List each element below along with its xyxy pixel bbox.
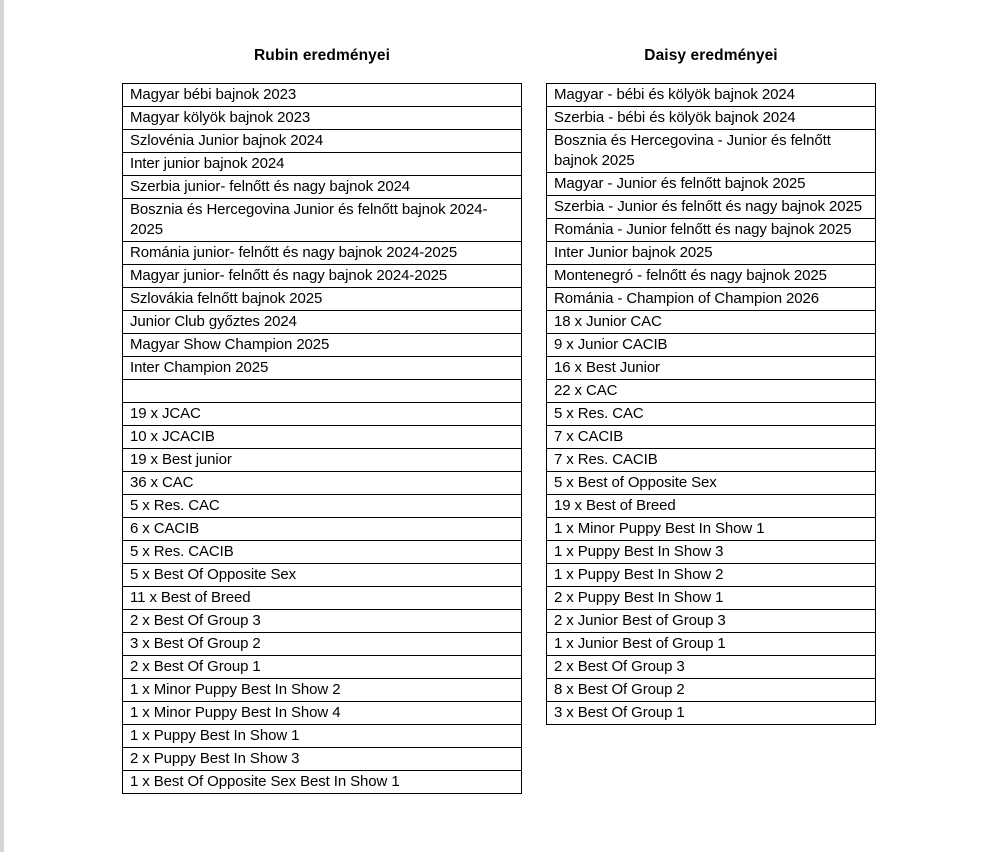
result-cell: Szerbia - Junior és felnőtt és nagy bajnok 2025 [547, 196, 876, 219]
page-left-edge [0, 0, 4, 852]
table-row [123, 84, 522, 107]
daisy-results-section [546, 46, 876, 725]
result-cell [123, 380, 522, 403]
result-cell: 2 x Best Of Group 3 [123, 610, 522, 633]
result-cell: Bosznia és Hercegovina Junior és felnőtt bajnok 2024-2025 [123, 199, 522, 242]
result-cell: Szerbia - bébi és kölyök bajnok 2024 [547, 107, 876, 130]
result-cell: 10 x JCACIB [123, 426, 522, 449]
table-row [123, 357, 522, 380]
result-cell: 1 x Minor Puppy Best In Show 1 [547, 518, 876, 541]
result-cell: 2 x Puppy Best In Show 3 [123, 748, 522, 771]
table-row [123, 153, 522, 176]
result-cell: 5 x Best Of Opposite Sex [123, 564, 522, 587]
table-row [123, 403, 522, 426]
table-row [547, 610, 876, 633]
result-cell: 3 x Best Of Group 2 [123, 633, 522, 656]
daisy-results-body [547, 84, 876, 725]
table-row [547, 173, 876, 196]
table-row [123, 518, 522, 541]
table-row [123, 495, 522, 518]
table-row [547, 357, 876, 380]
table-row [547, 196, 876, 219]
table-row [547, 472, 876, 495]
result-cell: Inter Junior bajnok 2025 [547, 242, 876, 265]
rubin-results-section [122, 46, 522, 794]
rubin-results-table [122, 83, 522, 794]
result-cell: 5 x Res. CAC [547, 403, 876, 426]
result-cell: 2 x Puppy Best In Show 1 [547, 587, 876, 610]
result-cell: 6 x CACIB [123, 518, 522, 541]
result-cell: Magyar kölyök bajnok 2023 [123, 107, 522, 130]
table-row [123, 380, 522, 403]
result-cell: 5 x Res. CACIB [123, 541, 522, 564]
result-cell: Magyar Show Champion 2025 [123, 334, 522, 357]
table-row [123, 656, 522, 679]
result-cell: 16 x Best Junior [547, 357, 876, 380]
table-row [547, 334, 876, 357]
table-row [547, 449, 876, 472]
table-row [123, 610, 522, 633]
table-row [123, 449, 522, 472]
result-cell: 11 x Best of Breed [123, 587, 522, 610]
table-row [547, 702, 876, 725]
table-row [123, 176, 522, 199]
table-row [547, 242, 876, 265]
result-cell: 1 x Junior Best of Group 1 [547, 633, 876, 656]
table-row [547, 311, 876, 334]
table-row [123, 130, 522, 153]
table-row [123, 725, 522, 748]
result-cell: 2 x Best Of Group 3 [547, 656, 876, 679]
table-row [123, 587, 522, 610]
table-row [547, 403, 876, 426]
table-row [123, 334, 522, 357]
table-row [547, 130, 876, 173]
result-cell: 1 x Puppy Best In Show 3 [547, 541, 876, 564]
result-cell: Szerbia junior- felnőtt és nagy bajnok 2024 [123, 176, 522, 199]
table-row [123, 679, 522, 702]
result-cell: 5 x Best of Opposite Sex [547, 472, 876, 495]
result-cell: 19 x JCAC [123, 403, 522, 426]
daisy-results-title: Daisy eredményei [644, 47, 778, 64]
result-cell: 1 x Puppy Best In Show 2 [547, 564, 876, 587]
table-row [547, 633, 876, 656]
table-row [123, 702, 522, 725]
table-row [123, 771, 522, 794]
result-cell: Románia - Junior felnőtt és nagy bajnok 2025 [547, 219, 876, 242]
result-cell: Magyar bébi bajnok 2023 [123, 84, 522, 107]
table-row [123, 311, 522, 334]
table-row [123, 199, 522, 242]
result-cell: 3 x Best Of Group 1 [547, 702, 876, 725]
result-cell: Szlovénia Junior bajnok 2024 [123, 130, 522, 153]
table-row [123, 472, 522, 495]
table-row [547, 656, 876, 679]
table-row [547, 679, 876, 702]
result-cell: Szlovákia felnőtt bajnok 2025 [123, 288, 522, 311]
table-row [123, 564, 522, 587]
result-cell: 19 x Best of Breed [547, 495, 876, 518]
daisy-results-table [546, 83, 876, 725]
result-cell: 19 x Best junior [123, 449, 522, 472]
result-cell: Románia junior- felnőtt és nagy bajnok 2024-2025 [123, 242, 522, 265]
table-row [547, 587, 876, 610]
result-cell: 36 x CAC [123, 472, 522, 495]
result-cell: 1 x Minor Puppy Best In Show 4 [123, 702, 522, 725]
table-row [547, 288, 876, 311]
result-cell: Bosznia és Hercegovina - Junior és felnőtt bajnok 2025 [547, 130, 876, 173]
result-cell: 2 x Best Of Group 1 [123, 656, 522, 679]
result-cell: 2 x Junior Best of Group 3 [547, 610, 876, 633]
table-row [547, 518, 876, 541]
table-row [123, 426, 522, 449]
result-cell: Montenegró - felnőtt és nagy bajnok 2025 [547, 265, 876, 288]
table-row [123, 748, 522, 771]
table-row [547, 84, 876, 107]
table-row [547, 219, 876, 242]
table-row [547, 426, 876, 449]
result-cell: Inter Champion 2025 [123, 357, 522, 380]
result-cell: 5 x Res. CAC [123, 495, 522, 518]
result-cell: Magyar - bébi és kölyök bajnok 2024 [547, 84, 876, 107]
result-cell: Magyar junior- felnőtt és nagy bajnok 2024-2025 [123, 265, 522, 288]
rubin-results-title: Rubin eredményei [254, 47, 390, 64]
rubin-results-body [123, 84, 522, 794]
table-row [123, 541, 522, 564]
result-cell: Inter junior bajnok 2024 [123, 153, 522, 176]
result-cell: Junior Club győztes 2024 [123, 311, 522, 334]
result-cell: 22 x CAC [547, 380, 876, 403]
table-row [547, 380, 876, 403]
table-row [547, 495, 876, 518]
table-row [547, 564, 876, 587]
result-cell: 8 x Best Of Group 2 [547, 679, 876, 702]
table-row [547, 541, 876, 564]
table-row [547, 265, 876, 288]
result-cell: 7 x CACIB [547, 426, 876, 449]
result-cell: Románia - Champion of Champion 2026 [547, 288, 876, 311]
table-row [123, 242, 522, 265]
table-row [547, 107, 876, 130]
result-cell: Magyar - Junior és felnőtt bajnok 2025 [547, 173, 876, 196]
table-row [123, 633, 522, 656]
table-row [123, 107, 522, 130]
table-row [123, 288, 522, 311]
table-row [123, 265, 522, 288]
result-cell: 1 x Best Of Opposite Sex Best In Show 1 [123, 771, 522, 794]
result-cell: 7 x Res. CACIB [547, 449, 876, 472]
result-cell: 18 x Junior CAC [547, 311, 876, 334]
result-cell: 1 x Minor Puppy Best In Show 2 [123, 679, 522, 702]
result-cell: 1 x Puppy Best In Show 1 [123, 725, 522, 748]
result-cell: 9 x Junior CACIB [547, 334, 876, 357]
